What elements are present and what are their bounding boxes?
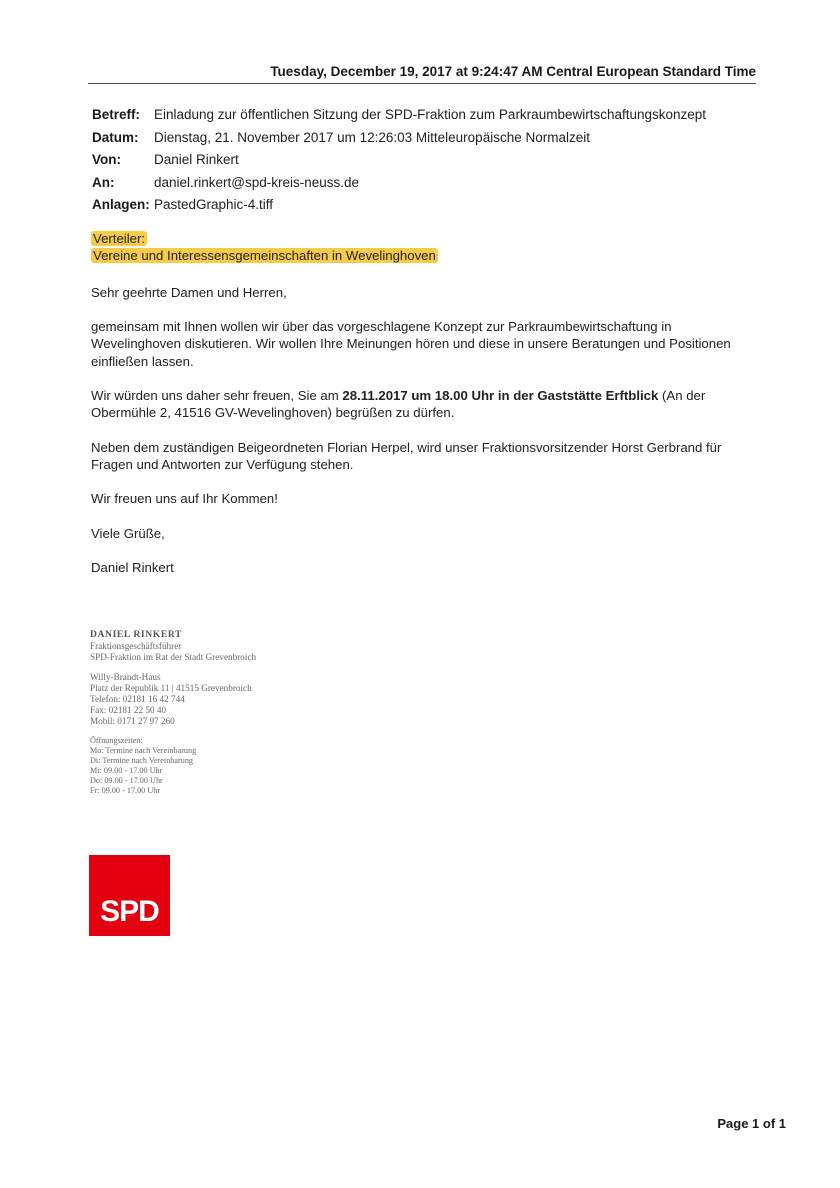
meta-from: Daniel Rinkert — [154, 152, 239, 167]
p2-post: (An der — [658, 388, 706, 403]
meta-label: Von: — [92, 152, 121, 167]
p3-line: Fragen und Antworten zur Verfügung stehen. — [91, 457, 354, 473]
meta-date-row — [92, 127, 706, 150]
hours-title: Öffnungszeiten: — [90, 736, 143, 746]
closing: Viele Grüße, — [91, 526, 165, 541]
email-metadata — [92, 104, 706, 217]
meta-date: Dienstag, 21. November 2017 um 12:26:03 Mitteleuropäische Normalzeit — [154, 129, 590, 145]
p1-line: Wevelinghoven diskutieren. Wir wollen Ihre Meinungen hören und diese in unsere Beratungen und Positionen — [91, 336, 731, 352]
paragraph-1 — [91, 318, 771, 370]
p2-line: Obermühle 2, 41516 GV-Wevelinghoven) begrüßen zu dürfen. — [91, 405, 455, 421]
p2-bold: 28.11.2017 um 18.00 Uhr in der Gaststätte Erftblick — [342, 388, 659, 403]
p2-pre: Wir würden uns daher sehr freuen, Sie am — [91, 388, 343, 403]
p1-line: einfließen lassen. — [91, 353, 194, 369]
spd-logo — [89, 855, 170, 936]
signature-building: Willy-Brandt-Haus — [90, 672, 161, 683]
printed-date: Tuesday, December 19, 2017 at 9:24:47 AM Central European Standard Time — [270, 64, 756, 79]
meta-label: Datum: — [92, 129, 139, 145]
paragraph-4: Wir freuen uns auf Ihr Kommen! — [91, 491, 278, 506]
signature-address: Platz der Republik 11 | 41515 Grevenbroich — [90, 683, 252, 694]
signature-mobile: Mobil: 0171 27 97 260 — [90, 715, 175, 726]
meta-label: Anlagen: — [92, 197, 150, 212]
verteiler-label: Verteiler: — [93, 231, 146, 246]
meta-label: An: — [92, 174, 115, 190]
page-number: Page 1 of 1 — [717, 1116, 786, 1131]
signature-role: Fraktionsgeschäftsführer — [90, 640, 182, 651]
meta-attachments-row — [92, 194, 706, 217]
hours-line: Di: Termine nach Vereinbarung — [90, 756, 194, 766]
signature-name: DANIEL RINKERT — [90, 629, 183, 640]
hours-line: Mo: Termine nach Vereinbarung — [90, 746, 197, 756]
hours-line: Do: 09.00 - 17.00 Uhr — [90, 776, 163, 786]
meta-label: Betreff: — [92, 107, 141, 122]
hours-line: Mi: 09.00 - 17.00 Uhr — [90, 766, 163, 776]
greeting: Sehr geehrte Damen und Herren, — [91, 285, 287, 300]
meta-to: daniel.rinkert@spd-kreis-neuss.de — [154, 174, 360, 190]
paragraph-3 — [91, 439, 771, 474]
meta-attachment: PastedGraphic-4.tiff — [154, 197, 274, 212]
p3-line: Neben dem zuständigen Beigeordneten Florian Herpel, wird unser Fraktionsvorsitzender Horst Gerbrand für — [91, 440, 722, 455]
meta-from-row — [92, 149, 706, 172]
sender-name: Daniel Rinkert — [91, 560, 174, 575]
distribution-list — [91, 230, 771, 265]
signature-org: SPD-Fraktion im Rat der Stadt Grevenbroich — [90, 651, 257, 662]
verteiler-value: Vereine und Interessensgemeinschaften in Wevelinghoven — [93, 248, 436, 264]
meta-to-row — [92, 172, 706, 195]
p1-line: gemeinsam mit Ihnen wollen wir über das vorgeschlagene Konzept zur Parkraumbewirtschaftung in — [91, 319, 672, 334]
hours-line: Fr: 09.00 - 17.00 Uhr — [90, 786, 161, 796]
spd-logo-text: SPD — [100, 895, 159, 928]
signature-block — [90, 630, 256, 796]
signature-phone: Telefon: 02181 16 42 744 — [90, 693, 185, 704]
header-divider — [88, 83, 756, 84]
signature-fax: Fax: 02181 22 50 40 — [90, 704, 167, 715]
meta-subject: Einladung zur öffentlichen Sitzung der SPD-Fraktion zum Parkraumbewirtschaftungskonzept — [154, 107, 707, 122]
meta-subject-row — [92, 104, 706, 127]
paragraph-2 — [91, 387, 771, 422]
